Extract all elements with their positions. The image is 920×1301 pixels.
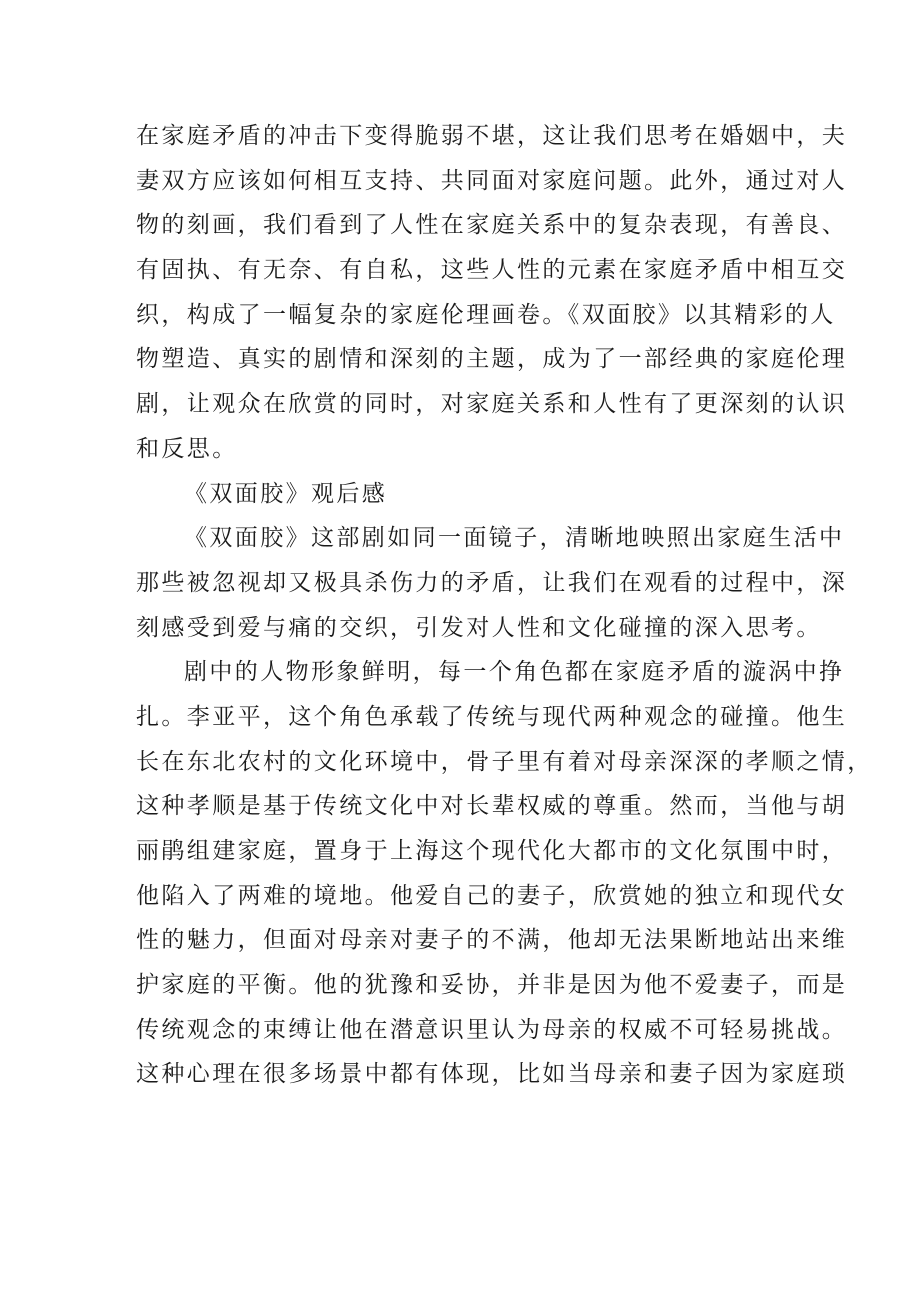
text-line: 他陷入了两难的境地。他爱自己的妻子，欣赏她的独立和现代女 bbox=[136, 882, 848, 909]
text-line: 在家庭矛盾的冲击下变得脆弱不堪，这让我们思考在婚姻中，夫 bbox=[136, 123, 848, 149]
text-line: 那些被忽视却又极具杀伤力的矛盾，让我们在观看的过程中，深 bbox=[136, 569, 848, 596]
text-line: 传统观念的束缚让他在潜意识里认为母亲的权威不可轻易挑战。 bbox=[136, 1016, 848, 1043]
text-line: 剧，让观众在欣赏的同时，对家庭关系和人性有了更深刻的认识 bbox=[136, 391, 848, 418]
text-line: 刻感受到爱与痛的交织，引发对人性和文化碰撞的深入思考。 bbox=[136, 614, 822, 641]
text-line: 性的魅力，但面对母亲对妻子的不满，他却无法果断地站出来维 bbox=[136, 927, 848, 954]
text-line: 物的刻画，我们看到了人性在家庭关系中的复杂表现，有善良、 bbox=[136, 212, 848, 239]
text-line: 丽鹃组建家庭，置身于上海这个现代化大都市的文化氛围中时， bbox=[136, 838, 848, 864]
paragraph-first-line: 剧中的人物形象鲜明，每一个角色都在家庭矛盾的漩涡中挣 bbox=[184, 659, 845, 686]
text-line: 织，构成了一幅复杂的家庭伦理画卷。《双面胶》以其精彩的人 bbox=[136, 301, 836, 328]
section-title: 《双面胶》观后感 bbox=[184, 480, 388, 507]
text-line: 这种孝顺是基于传统文化中对长辈权威的尊重。然而，当他与胡 bbox=[136, 793, 848, 820]
document-body bbox=[136, 114, 873, 1097]
text-line: 和反思。 bbox=[136, 435, 238, 462]
text-line: 长在东北农村的文化环境中，骨子里有着对母亲深深的孝顺之情， bbox=[136, 748, 873, 775]
paragraph-first-line: 《双面胶》这部剧如同一面镜子，清晰地映照出家庭生活中 bbox=[184, 525, 845, 552]
text-line: 护家庭的平衡。他的犹豫和妥协，并非是因为他不爱妻子，而是 bbox=[136, 972, 848, 999]
text-line: 物塑造、真实的剧情和深刻的主题，成为了一部经典的家庭伦理 bbox=[136, 346, 848, 373]
text-line: 这种心理在很多场景中都有体现，比如当母亲和妻子因为家庭琐 bbox=[136, 1061, 848, 1088]
text-line: 有固执、有无奈、有自私，这些人性的元素在家庭矛盾中相互交 bbox=[136, 257, 848, 284]
text-line: 妻双方应该如何相互支持、共同面对家庭问题。此外，通过对人 bbox=[136, 167, 848, 194]
text-line: 扎。李亚平，这个角色承载了传统与现代两种观念的碰撞。他生 bbox=[136, 703, 848, 730]
